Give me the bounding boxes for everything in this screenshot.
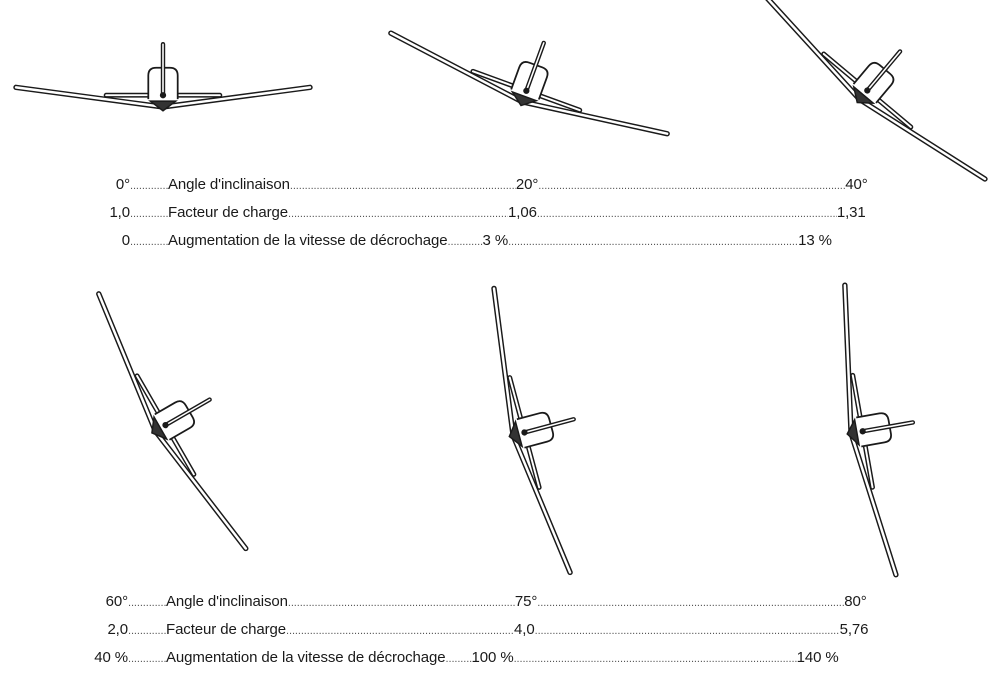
bottom-stall-60: 40 %	[94, 649, 128, 666]
top-load-20: 1,06	[508, 204, 537, 221]
dot-leader	[535, 626, 840, 637]
bottom-angle-80: 80°	[844, 593, 867, 610]
top-stall-20: 3 %	[482, 232, 509, 249]
airplane-20deg	[383, 0, 682, 156]
bottom-angle-75: 75°	[514, 593, 538, 610]
airplane-80deg	[822, 278, 939, 579]
bottom-load-label: Facteur de charge	[166, 621, 287, 638]
dot-leader	[446, 654, 472, 665]
dot-leader	[130, 181, 168, 192]
airplane-0deg	[16, 44, 310, 111]
top-load-0: 1,0	[109, 204, 130, 221]
bottom-load-80: 5,76	[839, 621, 869, 638]
dot-leader	[288, 209, 508, 220]
dot-leader	[130, 209, 168, 220]
bottom-stall-label: Augmentation de la vitesse de décrochage	[166, 649, 446, 666]
dot-leader	[288, 598, 515, 609]
bottom-load-75: 4,0	[514, 621, 535, 638]
top-stall-40: 13 %	[798, 232, 832, 249]
top-row-stall	[60, 233, 832, 248]
dot-leader	[286, 626, 514, 637]
top-load-label: Facteur de charge	[168, 204, 289, 221]
top-angle-label: Angle d'inclinaison	[168, 176, 290, 193]
top-row-angle	[60, 177, 868, 192]
top-angle-40: 40°	[845, 176, 868, 193]
dot-leader	[537, 209, 837, 220]
top-angle-20: 20°	[515, 176, 539, 193]
dot-leader	[128, 654, 166, 665]
bottom-row-stall	[58, 650, 839, 665]
dot-leader	[508, 237, 798, 248]
dot-leader	[290, 181, 516, 192]
bottom-stall-75: 100 %	[471, 649, 514, 666]
bottom-stall-80: 140 %	[796, 649, 839, 666]
dot-leader	[128, 598, 166, 609]
bottom-angle-label: Angle d'inclinaison	[166, 593, 288, 610]
top-angle-0: 0°	[115, 176, 130, 193]
airplane-75deg	[471, 277, 611, 578]
top-load-40: 1,31	[836, 204, 866, 221]
top-stall-0: 0	[121, 232, 130, 249]
dot-leader	[537, 598, 844, 609]
bottom-angle-60: 60°	[105, 593, 128, 610]
top-stall-label: Augmentation de la vitesse de décrochage	[168, 232, 448, 249]
bottom-row-load	[58, 622, 868, 637]
dot-leader	[130, 237, 168, 248]
top-row-load	[60, 205, 866, 220]
bottom-load-60: 2,0	[107, 621, 128, 638]
airplane-40deg	[745, 0, 1005, 197]
dot-leader	[538, 181, 845, 192]
airplane-60deg	[78, 272, 283, 560]
dot-leader	[128, 626, 166, 637]
dot-leader	[448, 237, 483, 248]
dot-leader	[514, 654, 797, 665]
bottom-row-angle	[58, 594, 867, 609]
